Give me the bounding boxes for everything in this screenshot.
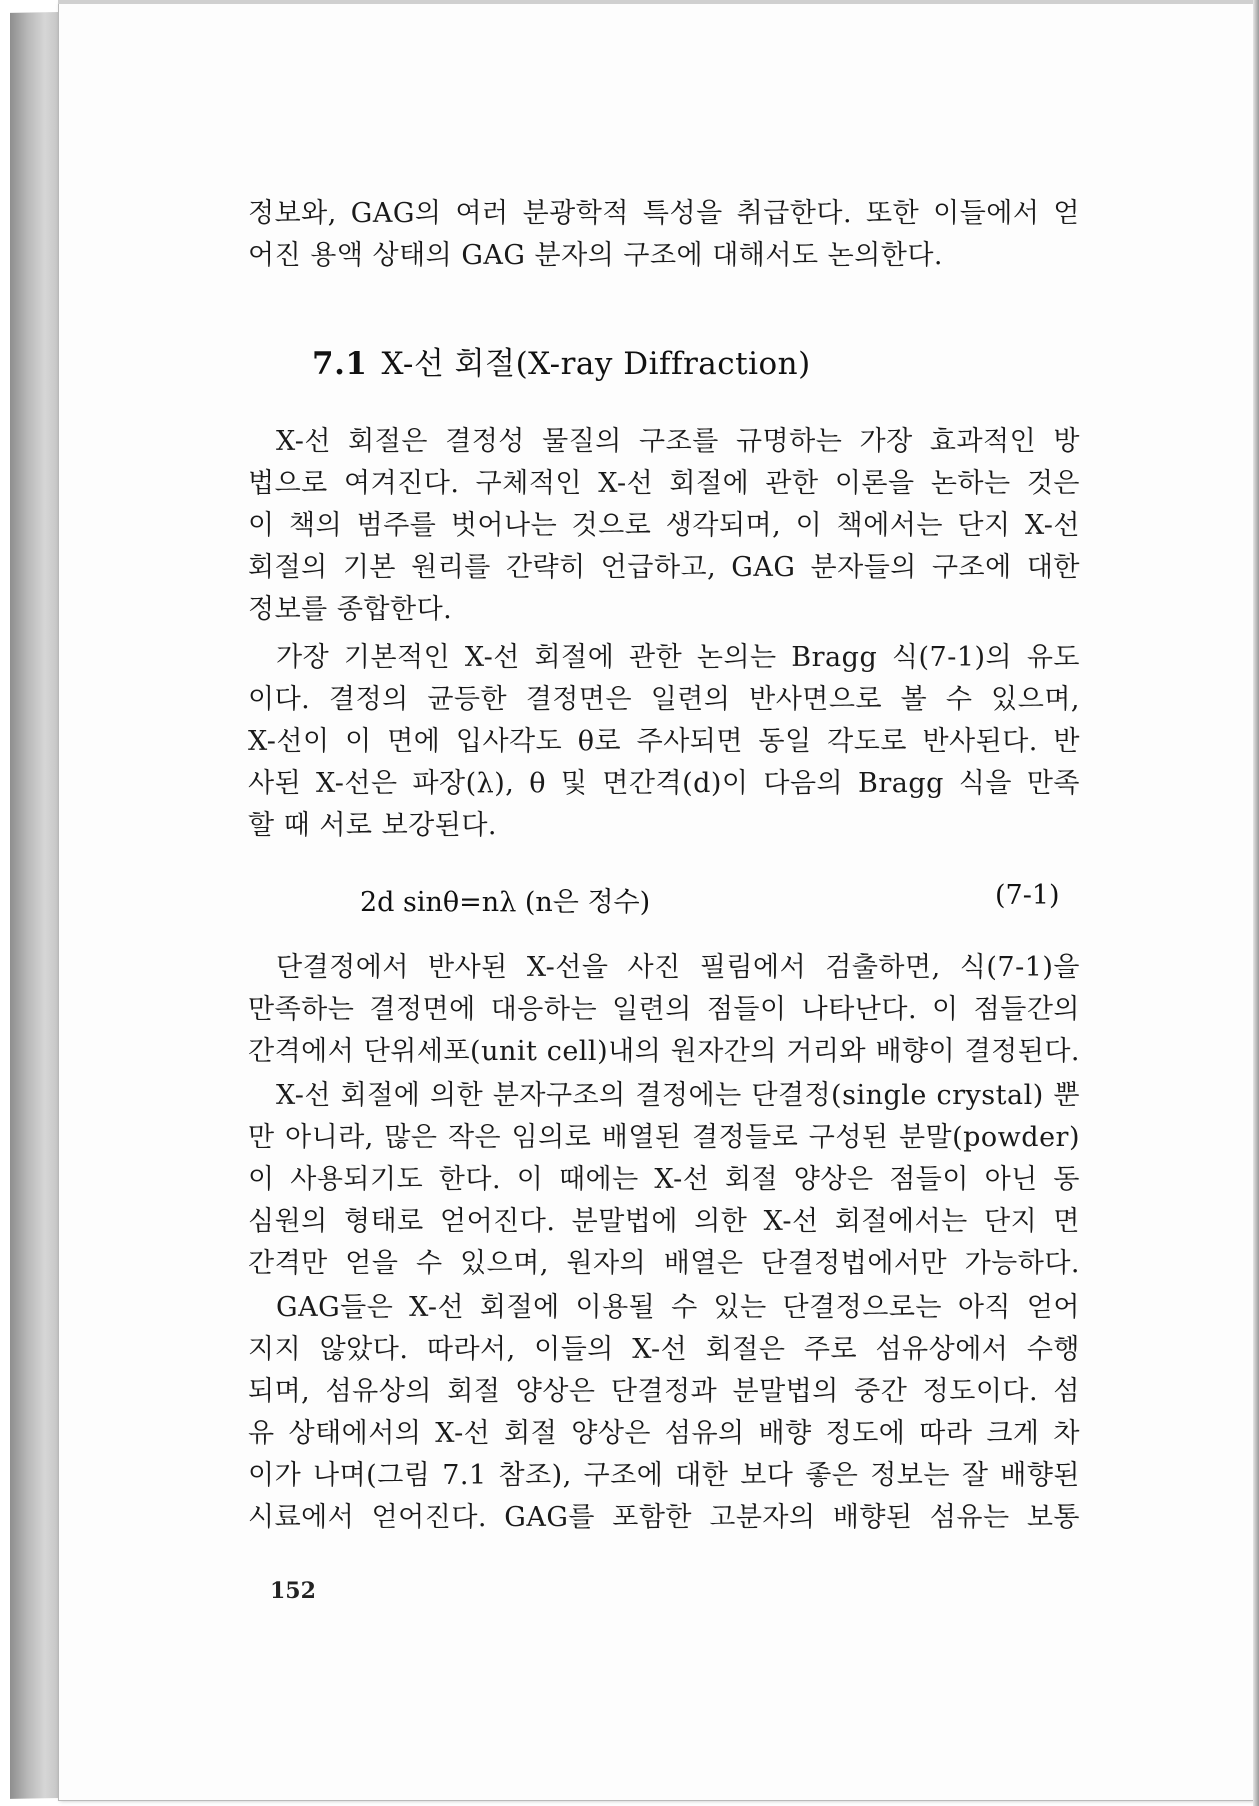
text-line: 심원의 형태로 얻어진다. 분말법에 의한 X-선 회절에서는 단지 면 (248, 1206, 1080, 1237)
text-line: 가장 기본적인 X-선 회절에 관한 논의는 Bragg 식(7-1)의 유도 (276, 642, 1080, 673)
page-number: 152 (270, 1578, 316, 1604)
text-line: 회절의 기본 원리를 간략히 언급하고, GAG 분자들의 구조에 대한 (248, 552, 1080, 583)
text-line: GAG들은 X-선 회절에 이용될 수 있는 단결정으로는 아직 얻어 (276, 1292, 1080, 1323)
text-line: X-선 회절은 결정성 물질의 구조를 규명하는 가장 효과적인 방 (276, 426, 1080, 457)
page-top-edge (58, 0, 1259, 4)
text-line: 할 때 서로 보강된다. (248, 810, 497, 841)
text-line: 지지 않았다. 따라서, 이들의 X-선 회절은 주로 섬유상에서 수행 (248, 1334, 1080, 1365)
text-line: 정보와, GAG의 여러 분광학적 특성을 취급한다. 또한 이들에서 얻 (248, 198, 1080, 229)
text-line: 단결정에서 반사된 X-선을 사진 필림에서 검출하면, 식(7-1)을 (276, 952, 1080, 983)
equation-formula: 2d sinθ=nλ (n은 정수) (360, 887, 651, 918)
text-line: 이 사용되기도 한다. 이 때에는 X-선 회절 양상은 점들이 아닌 동 (248, 1164, 1080, 1195)
text-line: 법으로 여겨진다. 구체적인 X-선 회절에 관한 이론을 논하는 것은 (248, 468, 1080, 499)
section-heading (312, 338, 811, 383)
text-line: 이다. 결정의 균등한 결정면은 일련의 반사면으로 볼 수 있으며, (248, 684, 1080, 715)
text-line: 만 아니라, 많은 작은 임의로 배열된 결정들로 구성된 분말(powder) (248, 1122, 1080, 1153)
section-number: 7.1 (312, 346, 368, 382)
text-line: 만족하는 결정면에 대응하는 일련의 점들이 나타난다. 이 점들간의 (248, 994, 1080, 1025)
book-spine-edge (10, 12, 60, 1799)
text-line: 되며, 섬유상의 회절 양상은 단결정과 분말법의 중간 정도이다. 섬 (248, 1376, 1080, 1407)
page-right-edge (1253, 0, 1259, 1806)
text-line: 간격만 얻을 수 있으며, 원자의 배열은 단결정법에서만 가능하다. (248, 1248, 1080, 1279)
section-title: X-선 회절(X-ray Diffraction) (381, 346, 811, 382)
text-line: 시료에서 얻어진다. GAG를 포함한 고분자의 배향된 섬유는 보통 (248, 1502, 1080, 1533)
text-line: X-선 회절에 의한 분자구조의 결정에는 단결정(single crystal) 뿐 (276, 1080, 1080, 1111)
text-line: 유 상태에서의 X-선 회절 양상은 섬유의 배향 정도에 따라 크게 차 (248, 1418, 1080, 1449)
text-line: 정보를 종합한다. (248, 594, 453, 625)
text-line: 간격에서 단위세포(unit cell)내의 원자간의 거리와 배향이 결정된다. (248, 1036, 1080, 1067)
text-line: 이가 나며(그림 7.1 참조), 구조에 대한 보다 좋은 정보는 잘 배향된 (248, 1460, 1080, 1491)
text-line: X-선이 이 면에 입사각도 θ로 주사되면 동일 각도로 반사된다. 반 (248, 726, 1080, 757)
text-line: 이 책의 범주를 벗어나는 것으로 생각되며, 이 책에서는 단지 X-선 (248, 510, 1080, 541)
equation-label: (7-1) (995, 880, 1060, 911)
text-line: 어진 용액 상태의 GAG 분자의 구조에 대해서도 논의한다. (248, 240, 944, 271)
text-line: 사된 X-선은 파장(λ), θ 및 면간격(d)이 다음의 Bragg 식을 만족 (248, 768, 1080, 799)
